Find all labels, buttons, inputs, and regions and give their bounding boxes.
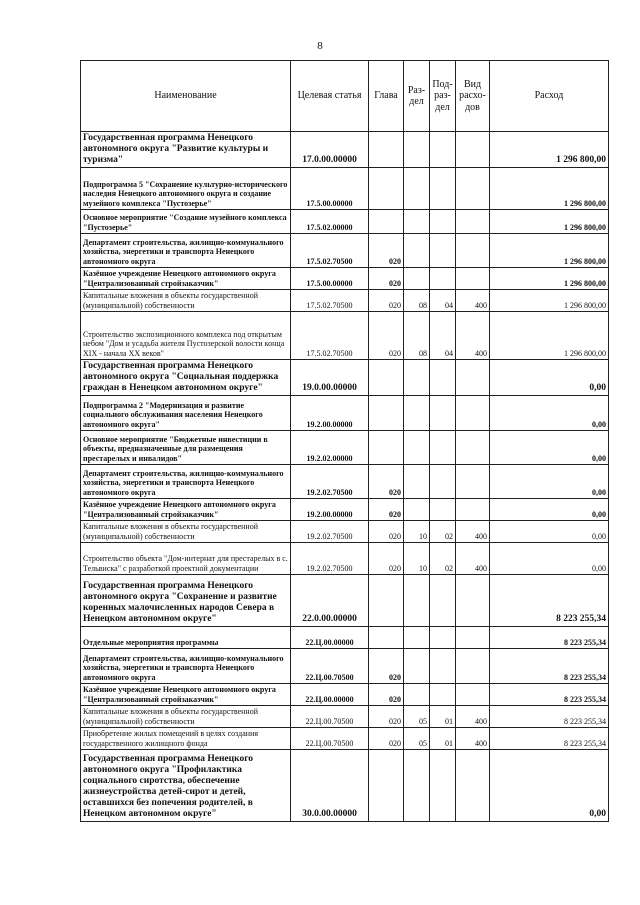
table-row [81,705,609,727]
row-target-article: 22.Ц.00.70500 [291,705,369,727]
budget-table [80,60,609,822]
row-name: Капитальные вложения в объекты государственной (муниципальной) собственности [81,289,291,311]
row-section [404,132,430,168]
row-target-article: 17.5.00.00000 [291,267,369,289]
row-chief [369,132,404,168]
row-expense: 0,00 [490,464,609,498]
row-subsection [430,430,456,464]
row-chief: 020 [369,542,404,574]
row-expense: 1 296 800,00 [490,311,609,359]
row-expense: 8 223 255,34 [490,727,609,749]
table-row [81,430,609,464]
row-subsection [430,574,456,626]
row-expense-type [456,267,490,289]
row-section [404,167,430,209]
table-row [81,542,609,574]
row-name: Казённое учреждение Ненецкого автономного округа "Централизованный стройзаказчик" [81,683,291,705]
row-chief: 020 [369,267,404,289]
row-chief: 020 [369,683,404,705]
header-section: Раз- дел [404,61,430,132]
row-expense: 1 296 800,00 [490,289,609,311]
header-chief: Глава [369,61,404,132]
row-chief [369,395,404,430]
row-section [404,648,430,683]
table-row [81,498,609,520]
row-expense-type [456,209,490,233]
row-chief: 020 [369,233,404,267]
row-section: 08 [404,311,430,359]
row-expense-type: 400 [456,705,490,727]
table-row [81,359,609,395]
row-target-article: 17.5.00.00000 [291,167,369,209]
row-expense-type [456,167,490,209]
row-name: Государственная программа Ненецкого автономного округа "Сохранение и развитие коренных малочисленных народов Севера в Ненецком автономном округе" [81,574,291,626]
row-name: Отдельные мероприятия программы [81,626,291,648]
row-target-article: 19.2.02.70500 [291,520,369,542]
row-expense-type: 400 [456,520,490,542]
row-subsection [430,626,456,648]
row-expense-type [456,498,490,520]
row-target-article: 17.5.02.00000 [291,209,369,233]
table-row [81,311,609,359]
header-name: Наименование [81,61,291,132]
row-expense-type [456,648,490,683]
row-name: Подпрограмма 5 "Сохранение культурно-исторического наследия Ненецкого автономного округа и создание музейного комплекса "Пустозерье" [81,167,291,209]
row-expense: 1 296 800,00 [490,267,609,289]
row-subsection [430,209,456,233]
row-name: Приобретение жилых помещений в целях создания государственного жилищного фонда [81,727,291,749]
table-header-row [81,61,609,132]
row-target-article: 17.5.02.70500 [291,311,369,359]
row-expense: 1 296 800,00 [490,233,609,267]
row-chief: 020 [369,311,404,359]
row-name: Департамент строительства, жилищно-коммунального хозяйства, энергетики и транспорта Ненецкого автономного округа [81,648,291,683]
row-section [404,498,430,520]
row-expense: 8 223 255,34 [490,705,609,727]
row-subsection: 02 [430,542,456,574]
row-expense-type [456,464,490,498]
row-subsection: 01 [430,727,456,749]
row-expense: 1 296 800,00 [490,209,609,233]
row-target-article: 19.2.00.00000 [291,395,369,430]
row-subsection [430,498,456,520]
row-expense: 1 296 800,00 [490,132,609,168]
row-name: Строительство экспозиционного комплекса под открытым небом "Дом и усадьба жителя Пустозерской волости конца XIX - начала XX веков" [81,311,291,359]
table-row [81,132,609,168]
row-subsection: 02 [430,520,456,542]
row-name: Государственная программа Ненецкого автономного округа "Профилактика социального сиротства, обеспечение жизнеустройства детей-сирот и детей, оставшихся без попечения родителей, в Ненецком автономном округе" [81,749,291,821]
row-section [404,430,430,464]
row-target-article: 17.0.00.00000 [291,132,369,168]
row-expense: 0,00 [490,749,609,821]
row-target-article: 22.0.00.00000 [291,574,369,626]
row-expense-type: 400 [456,727,490,749]
row-section [404,574,430,626]
row-expense: 8 223 255,34 [490,683,609,705]
table-row [81,233,609,267]
row-subsection [430,132,456,168]
row-chief [369,430,404,464]
row-section [404,749,430,821]
row-expense: 0,00 [490,542,609,574]
header-expense: Расход [490,61,609,132]
row-chief: 020 [369,289,404,311]
row-section: 05 [404,727,430,749]
row-chief [369,359,404,395]
row-section: 10 [404,520,430,542]
row-expense: 0,00 [490,498,609,520]
row-chief [369,209,404,233]
row-name: Государственная программа Ненецкого автономного округа "Социальная поддержка граждан в Ненецком автономном округе" [81,359,291,395]
row-subsection [430,749,456,821]
table-row [81,683,609,705]
row-section: 05 [404,705,430,727]
row-section: 10 [404,542,430,574]
table-row [81,209,609,233]
row-section [404,359,430,395]
row-expense-type [456,132,490,168]
row-section: 08 [404,289,430,311]
table-row [81,749,609,821]
table-row [81,289,609,311]
table-row [81,648,609,683]
row-target-article: 22.Ц.00.70500 [291,648,369,683]
page-number: 8 [317,40,323,52]
row-target-article: 30.0.00.00000 [291,749,369,821]
row-section [404,267,430,289]
row-name: Капитальные вложения в объекты государственной (муниципальной) собственности [81,705,291,727]
table-body [81,132,609,822]
table-row [81,464,609,498]
row-name: Государственная программа Ненецкого автономного округа "Развитие культуры и туризма" [81,132,291,168]
row-section [404,233,430,267]
row-name: Основное мероприятие "Создание музейного комплекса "Пустозерье" [81,209,291,233]
row-expense-type [456,749,490,821]
row-subsection [430,683,456,705]
row-name: Строительство объекта "Дом-интернат для престарелых в с. Тельвиска" с разработкой проектной документации [81,542,291,574]
row-target-article: 19.2.02.70500 [291,542,369,574]
table-row [81,626,609,648]
row-expense: 1 296 800,00 [490,167,609,209]
row-subsection [430,167,456,209]
row-expense-type: 400 [456,289,490,311]
row-expense-type [456,233,490,267]
row-target-article: 19.2.02.70500 [291,464,369,498]
row-subsection [430,464,456,498]
row-name: Капитальные вложения в объекты государственной (муниципальной) собственности [81,520,291,542]
row-chief: 020 [369,498,404,520]
row-section [404,464,430,498]
row-expense: 0,00 [490,395,609,430]
row-expense-type [456,574,490,626]
row-expense-type [456,683,490,705]
row-name: Казённое учреждение Ненецкого автономного округа "Централизованный стройзаказчик" [81,498,291,520]
table-row [81,727,609,749]
row-expense: 8 223 255,34 [490,626,609,648]
row-section [404,626,430,648]
row-expense: 8 223 255,34 [490,648,609,683]
row-name: Департамент строительства, жилищно-коммунального хозяйства, энергетики и транспорта Ненецкого автономного округа [81,464,291,498]
row-target-article: 19.2.02.00000 [291,430,369,464]
row-target-article: 22.Ц.00.70500 [291,727,369,749]
row-section [404,209,430,233]
header-subsection: Под- раз- дел [430,61,456,132]
row-subsection [430,233,456,267]
row-expense-type [456,626,490,648]
row-subsection: 04 [430,311,456,359]
row-expense-type [456,430,490,464]
row-name: Казённое учреждение Ненецкого автономного округа "Централизованный стройзаказчик" [81,267,291,289]
row-expense: 0,00 [490,520,609,542]
row-chief: 020 [369,520,404,542]
row-expense: 8 223 255,34 [490,574,609,626]
row-subsection [430,395,456,430]
row-subsection [430,648,456,683]
row-expense: 0,00 [490,430,609,464]
row-subsection [430,359,456,395]
row-subsection [430,267,456,289]
row-expense-type [456,395,490,430]
row-chief: 020 [369,648,404,683]
row-subsection: 01 [430,705,456,727]
row-section [404,395,430,430]
header-exp-type: Вид расхо- дов [456,61,490,132]
row-chief: 020 [369,727,404,749]
row-expense-type [456,359,490,395]
row-chief [369,574,404,626]
row-section [404,683,430,705]
row-target-article: 19.2.00.00000 [291,498,369,520]
row-name: Основное мероприятие "Бюджетные инвестиции в объекты, предназначенные для размещения престарелых и инвалидов" [81,430,291,464]
row-name: Департамент строительства, жилищно-коммунального хозяйства, энергетики и транспорта Ненецкого автономного округа [81,233,291,267]
table-row [81,267,609,289]
row-chief: 020 [369,464,404,498]
row-expense-type: 400 [456,311,490,359]
row-expense-type: 400 [456,542,490,574]
row-chief [369,749,404,821]
row-chief: 020 [369,705,404,727]
row-target-article: 22.Ц.00.00000 [291,683,369,705]
header-target: Целевая статья [291,61,369,132]
row-target-article: 22.Ц.00.00000 [291,626,369,648]
row-chief [369,167,404,209]
row-subsection: 04 [430,289,456,311]
row-target-article: 17.5.02.70500 [291,289,369,311]
row-target-article: 17.5.02.70500 [291,233,369,267]
table-row [81,167,609,209]
row-expense: 0,00 [490,359,609,395]
row-chief [369,626,404,648]
table-row [81,395,609,430]
row-target-article: 19.0.00.00000 [291,359,369,395]
table-row [81,520,609,542]
table-row [81,574,609,626]
row-name: Подпрограмма 2 "Модернизация и развитие социального обслуживания населения Ненецкого автономного округа" [81,395,291,430]
